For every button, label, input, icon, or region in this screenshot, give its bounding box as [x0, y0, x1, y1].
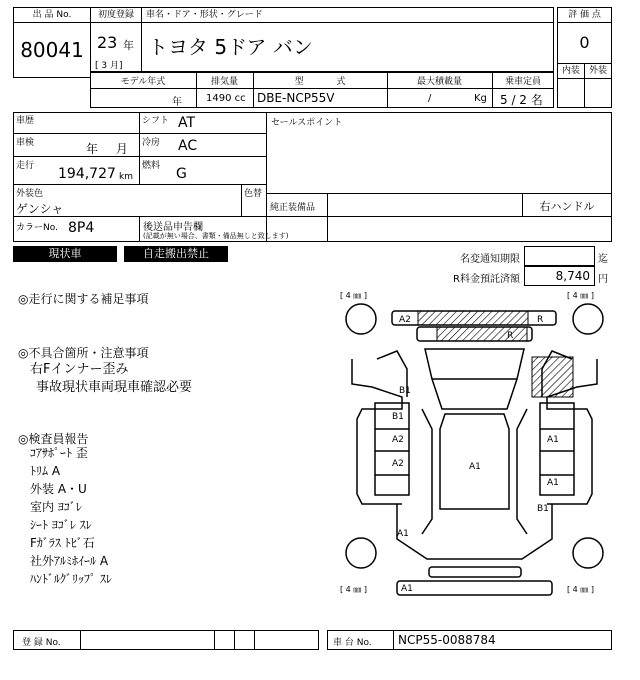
type-label: 型 式 [294, 77, 346, 87]
inspection-value: 年 月 [86, 142, 128, 156]
handle-value: 右ハンドル [539, 200, 595, 213]
mark: A1 [469, 462, 481, 472]
history-label: 車歴 [16, 116, 35, 126]
max-load-label: 最大積載量 [416, 77, 462, 87]
tire-rear-right [573, 538, 603, 568]
shift-label: シフト [142, 116, 170, 126]
fuel-value: G [176, 166, 187, 182]
chassis-no: NCP55-0088784 [398, 633, 496, 647]
mark: A1 [547, 435, 559, 445]
mark: B1 [537, 504, 549, 514]
mileage-label: 走行 [16, 161, 35, 171]
exterior-label: 外装 [588, 66, 607, 76]
recycle-label: R料金預託済額 [453, 274, 520, 285]
inspector-title: ◎検査員報告 [18, 432, 89, 446]
shift-value: AT [178, 115, 196, 131]
first-reg-label-cell [90, 7, 142, 23]
fuel-label: 燃料 [142, 161, 161, 171]
tire-depth-front-right: [ 4 ㎜ ] [567, 291, 594, 300]
score: 0 [579, 33, 590, 52]
exterior-label-cell [584, 63, 612, 79]
mark: A2 [399, 315, 411, 325]
first-reg-cell [90, 22, 142, 72]
interior-label-cell [557, 63, 585, 79]
interior-score-cell [557, 78, 585, 108]
recycle-value: 8,740 [555, 269, 590, 283]
tire-depth-rear-left: [ 4 ㎜ ] [340, 585, 367, 594]
first-reg-year-unit: 年 [123, 39, 134, 52]
aftermarket-label: 後送品申告欄 [143, 222, 203, 233]
chassis-label: 車 台 No. [333, 638, 372, 648]
max-load-unit: Kg [474, 93, 487, 104]
mark: R [507, 331, 514, 341]
capacity-label: 乗車定員 [504, 77, 541, 87]
notice-value-box [524, 246, 595, 266]
mark: B1 [392, 412, 404, 422]
mark: B1 [399, 386, 411, 396]
capacity: 5 / 2 名 [500, 93, 543, 107]
exterior-score-cell [584, 78, 612, 108]
car-name-label: 車名・ドア・形状・グレード [146, 10, 263, 20]
reg-no-label: 登 録 No. [22, 638, 61, 648]
inspector-line: ｼｰﾄ ﾖｺﾞﾚ ｽﾚ [30, 518, 92, 532]
displacement: 1490 cc [206, 93, 246, 104]
supplement-title: ◎走行に関する補足事項 [18, 292, 149, 306]
mark: A1 [547, 478, 559, 488]
model-type: DBE-NCP55V [257, 91, 335, 105]
tire-depth-front-left: [ 4 ㎜ ] [340, 291, 367, 300]
notice-unit: 迄 [598, 254, 608, 265]
color-value: ゲンシャ [16, 202, 64, 216]
tire-front-right [573, 304, 603, 334]
recycle-unit: 円 [598, 274, 608, 285]
damage-grille [437, 327, 527, 341]
inspector-line: Fｶﾞﾗｽ ﾄﾋﾞ石 [30, 536, 95, 550]
notice-label: 名変通知期限 [460, 254, 520, 265]
mileage-value: 194,727 [58, 166, 116, 182]
damage-front-bumper [418, 311, 528, 325]
selling-points-cell [266, 112, 612, 194]
as-is-badge: 現状車 [13, 246, 117, 262]
lot-no-cell [13, 22, 91, 78]
score-label-cell [557, 7, 612, 23]
mark: A1 [401, 584, 413, 594]
lot-no: 80041 [20, 38, 84, 62]
defect-line: 事故現状車両現車確認必要 [36, 380, 193, 395]
car-name: トヨタ 5ドア バン [148, 35, 313, 59]
displacement-label: 排気量 [210, 77, 238, 87]
car-diagram [337, 289, 612, 606]
inspector-line: 社外ｱﾙﾐﾎｲｰﾙ A [30, 554, 109, 568]
equipment-label: 純正装備品 [270, 203, 316, 213]
no-self-drive-badge: 自走搬出禁止 [124, 246, 228, 262]
ac-label: 冷房 [142, 138, 161, 148]
ac-value: AC [178, 138, 198, 154]
model-year-label: モデル年式 [120, 77, 166, 87]
damage-right-inner [532, 357, 573, 397]
first-reg-year: 23 [97, 33, 118, 52]
mark: R [537, 315, 544, 325]
model-year-unit: 年 [172, 97, 182, 108]
inspector-line: 外装 A・U [30, 482, 87, 496]
tire-depth-rear-right: [ 4 ㎜ ] [567, 585, 594, 594]
score-cell [557, 22, 612, 64]
interior-label: 内装 [561, 66, 580, 76]
first-reg-month: [ 3 月] [95, 61, 123, 71]
lot-no-label-cell [13, 7, 91, 23]
max-load: / [428, 93, 432, 104]
defect-title: ◎不具合箇所・注意事項 [18, 346, 149, 360]
first-reg-label: 初度登録 [97, 10, 134, 20]
mileage-unit: km [119, 172, 133, 182]
mark: A2 [392, 435, 404, 445]
car-name-cell [141, 22, 554, 72]
aftermarket-note: (記載が無い場合、書類・備品無しと致します) [143, 232, 289, 240]
inspector-line: 室内 ﾖｺﾞﾚ [30, 500, 82, 514]
tire-front-left [346, 304, 376, 334]
inspector-line: ﾄﾘﾑ A [30, 464, 61, 478]
lot-no-label: 出 品 No. [32, 10, 72, 20]
inspection-label: 車検 [16, 138, 35, 148]
color-no-label: カラーNo. [16, 223, 58, 233]
defect-line: 右Fインナー歪み [30, 362, 129, 377]
inspector-line: ﾊﾝﾄﾞﾙｸﾞﾘｯﾌﾟ ｽﾚ [30, 572, 112, 586]
mark: A1 [397, 529, 409, 539]
color-change-label: 色替 [244, 189, 263, 199]
color-no-value: 8P4 [68, 220, 95, 236]
selling-points-label: セールスポイント [271, 118, 343, 128]
score-label: 評 価 点 [568, 10, 601, 20]
mark: A2 [392, 459, 404, 469]
car-name-label-cell [141, 7, 554, 23]
recycle-value-box [524, 266, 595, 286]
tire-rear-left [346, 538, 376, 568]
color-label: 外装色 [16, 189, 44, 199]
inspector-line: ｺｱｻﾎﾟｰﾄ 歪 [30, 446, 88, 460]
